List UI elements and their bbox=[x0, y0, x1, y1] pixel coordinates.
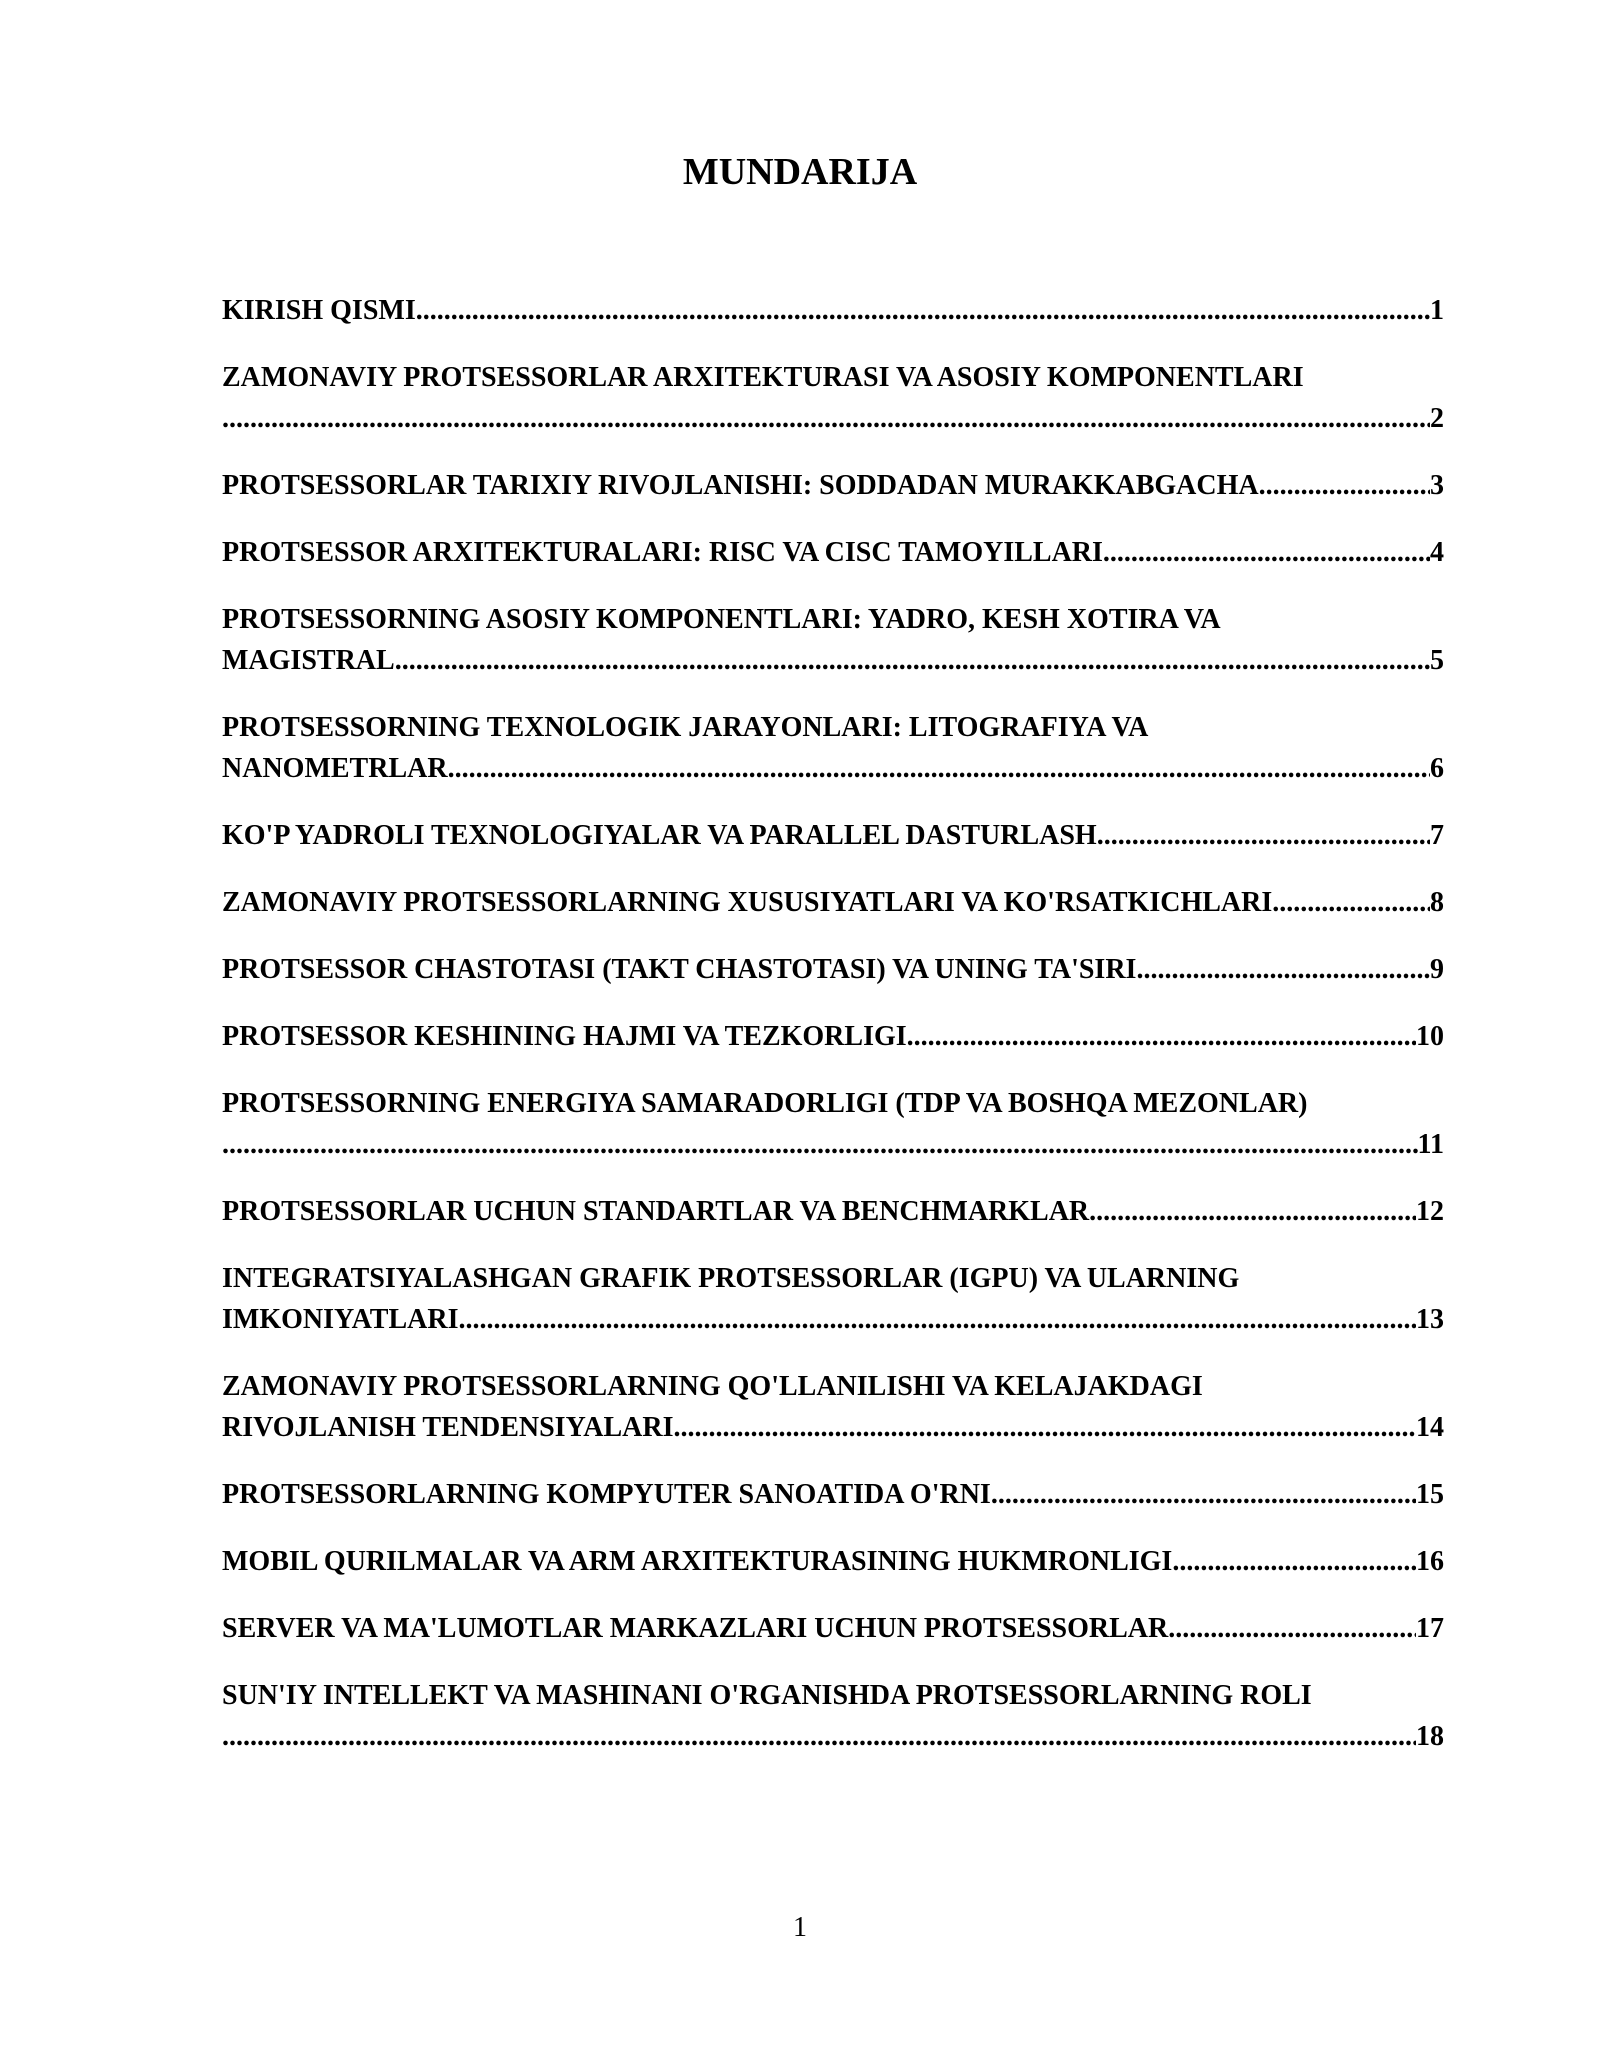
toc-entry-leader-line bbox=[222, 1716, 1444, 1757]
toc-entry-title: PROTSESSORLARNING KOMPYUTER SANOATIDA O'RNI bbox=[222, 1479, 991, 1510]
toc-page-number: 8 bbox=[1430, 887, 1444, 918]
toc-entry-title: PROTSESSOR ARXITEKTURALARI: RISC VA CISC TAMOYILLARI bbox=[222, 537, 1103, 568]
toc-entry-leader-line bbox=[222, 949, 1444, 990]
toc-page-number: 14 bbox=[1416, 1412, 1444, 1443]
toc-entry-title-line: ZAMONAVIY PROTSESSORLARNING QO'LLANILISHI VA KELAJAKDAGI bbox=[222, 1371, 1203, 1402]
toc-dot-leader bbox=[395, 640, 1430, 681]
toc-page-number: 3 bbox=[1430, 470, 1444, 501]
toc-entry-leader-line bbox=[222, 1299, 1444, 1340]
toc-entry-title: IMKONIYATLARI bbox=[222, 1304, 459, 1335]
toc-entry-leader-line bbox=[222, 1474, 1444, 1515]
toc-entry-title-line: ZAMONAVIY PROTSESSORLAR ARXITEKTURASI VA ASOSIY KOMPONENTLARI bbox=[222, 362, 1304, 393]
toc-dot-leader bbox=[222, 1716, 1416, 1757]
toc-entry-leader-line bbox=[222, 748, 1444, 789]
toc-entry-title-line: PROTSESSORNING ENERGIYA SAMARADORLIGI (TDP VA BOSHQA MEZONLAR) bbox=[222, 1088, 1308, 1119]
toc-page-number: 15 bbox=[1416, 1479, 1444, 1510]
toc-entry-leader-line bbox=[222, 1407, 1444, 1448]
toc-dot-leader bbox=[222, 398, 1430, 439]
toc-dot-leader bbox=[1089, 1191, 1416, 1232]
toc-entry[interactable] bbox=[222, 1474, 1444, 1515]
toc-entry[interactable] bbox=[222, 949, 1444, 990]
toc-entry[interactable] bbox=[222, 532, 1444, 573]
toc-page-number: 13 bbox=[1416, 1304, 1444, 1335]
toc-page-number: 12 bbox=[1416, 1196, 1444, 1227]
toc-dot-leader bbox=[1097, 815, 1430, 856]
toc-dot-leader bbox=[907, 1016, 1416, 1057]
toc-entry-leader-line bbox=[222, 1016, 1444, 1057]
toc-entry[interactable] bbox=[222, 1083, 1444, 1165]
toc-page-number: 2 bbox=[1430, 403, 1444, 434]
toc-dot-leader bbox=[222, 1124, 1418, 1165]
toc-entry-title-line: SUN'IY INTELLEKT VA MASHINANI O'RGANISHDA PROTSESSORLARNING ROLI bbox=[222, 1680, 1312, 1711]
toc-entry-title: NANOMETRLAR bbox=[222, 753, 448, 784]
toc-entry-leader-line bbox=[222, 398, 1444, 439]
toc-entry[interactable] bbox=[222, 1258, 1444, 1340]
toc-entry-title: RIVOJLANISH TENDENSIYALARI bbox=[222, 1412, 674, 1443]
toc-dot-leader bbox=[458, 1299, 1416, 1340]
toc-entry[interactable] bbox=[222, 1191, 1444, 1232]
toc-dot-leader bbox=[1168, 1608, 1416, 1649]
toc-entry-leader-line bbox=[222, 640, 1444, 681]
toc-entry[interactable] bbox=[222, 882, 1444, 923]
toc-page-number: 17 bbox=[1416, 1613, 1444, 1644]
toc-dot-leader bbox=[1103, 532, 1430, 573]
toc-entry[interactable] bbox=[222, 357, 1444, 439]
toc-page-number: 18 bbox=[1416, 1721, 1444, 1752]
toc-entry-leader-line bbox=[222, 1191, 1444, 1232]
toc-entry[interactable] bbox=[222, 1608, 1444, 1649]
toc-page-number: 9 bbox=[1430, 954, 1444, 985]
toc-entry[interactable] bbox=[222, 465, 1444, 506]
toc-dot-leader bbox=[448, 748, 1430, 789]
toc-page-number: 10 bbox=[1416, 1021, 1444, 1052]
toc-entry-title: MAGISTRAL bbox=[222, 645, 395, 676]
toc-entry-title: PROTSESSORLAR UCHUN STANDARTLAR VA BENCHMARKLAR bbox=[222, 1196, 1090, 1227]
table-of-contents bbox=[222, 290, 1444, 1783]
toc-dot-leader bbox=[673, 1407, 1416, 1448]
toc-entry-leader-line bbox=[222, 815, 1444, 856]
toc-entry-leader-line bbox=[222, 465, 1444, 506]
toc-page-number: 4 bbox=[1430, 537, 1444, 568]
toc-page-number: 6 bbox=[1430, 753, 1444, 784]
toc-entry-title-line: PROTSESSORNING ASOSIY KOMPONENTLARI: YADRO, KESH XOTIRA VA bbox=[222, 604, 1221, 635]
toc-page-number: 5 bbox=[1430, 645, 1444, 676]
toc-entry-title: KIRISH QISMI bbox=[222, 295, 416, 326]
toc-entry-title: SERVER VA MA'LUMOTLAR MARKAZLARI UCHUN PROTSESSORLAR bbox=[222, 1613, 1169, 1644]
toc-entry-title: KO'P YADROLI TEXNOLOGIYALAR VA PARALLEL DASTURLASH bbox=[222, 820, 1097, 851]
toc-dot-leader bbox=[991, 1474, 1416, 1515]
toc-entry[interactable] bbox=[222, 599, 1444, 681]
toc-entry-title: ZAMONAVIY PROTSESSORLARNING XUSUSIYATLARI VA KO'RSATKICHLARI. bbox=[222, 887, 1280, 918]
page-number: 1 bbox=[793, 1912, 807, 1943]
toc-entry-title: PROTSESSORLAR TARIXIY RIVOJLANISHI: SODDADAN MURAKKABGACHA bbox=[222, 470, 1259, 501]
toc-entry-leader-line bbox=[222, 532, 1444, 573]
toc-entry-title-line: PROTSESSORNING TEXNOLOGIK JARAYONLARI: LITOGRAFIYA VA bbox=[222, 712, 1149, 743]
toc-page-number: 7 bbox=[1430, 820, 1444, 851]
toc-entry-title-line: INTEGRATSIYALASHGAN GRAFIK PROTSESSORLAR (IGPU) VA ULARNING bbox=[222, 1263, 1240, 1294]
toc-entry[interactable] bbox=[222, 1675, 1444, 1757]
toc-entry[interactable] bbox=[222, 1541, 1444, 1582]
toc-entry[interactable] bbox=[222, 290, 1444, 331]
toc-page-number: 16 bbox=[1416, 1546, 1444, 1577]
toc-entry-title: MOBIL QURILMALAR VA ARM ARXITEKTURASINING HUKMRONLIGI bbox=[222, 1546, 1173, 1577]
toc-dot-leader bbox=[1259, 465, 1430, 506]
toc-page-number: 11 bbox=[1417, 1129, 1444, 1160]
toc-entry-leader-line bbox=[222, 1124, 1444, 1165]
toc-entry[interactable] bbox=[222, 707, 1444, 789]
toc-dot-leader bbox=[1279, 882, 1430, 923]
toc-page-number: 1 bbox=[1430, 295, 1444, 326]
page-title: MUNDARIJA bbox=[682, 151, 918, 193]
toc-dot-leader bbox=[416, 290, 1430, 331]
toc-entry[interactable] bbox=[222, 1016, 1444, 1057]
toc-entry-leader-line bbox=[222, 882, 1444, 923]
toc-dot-leader bbox=[1172, 1541, 1416, 1582]
toc-entry[interactable] bbox=[222, 815, 1444, 856]
toc-entry-title: PROTSESSOR KESHINING HAJMI VA TEZKORLIGI bbox=[222, 1021, 907, 1052]
toc-entry-title: PROTSESSOR CHASTOTASI (TAKT CHASTOTASI) VA UNING TA'SIRI bbox=[222, 954, 1137, 985]
toc-entry-leader-line bbox=[222, 1608, 1444, 1649]
toc-entry-leader-line bbox=[222, 290, 1444, 331]
toc-entry[interactable] bbox=[222, 1366, 1444, 1448]
toc-dot-leader bbox=[1136, 949, 1430, 990]
toc-entry-leader-line bbox=[222, 1541, 1444, 1582]
